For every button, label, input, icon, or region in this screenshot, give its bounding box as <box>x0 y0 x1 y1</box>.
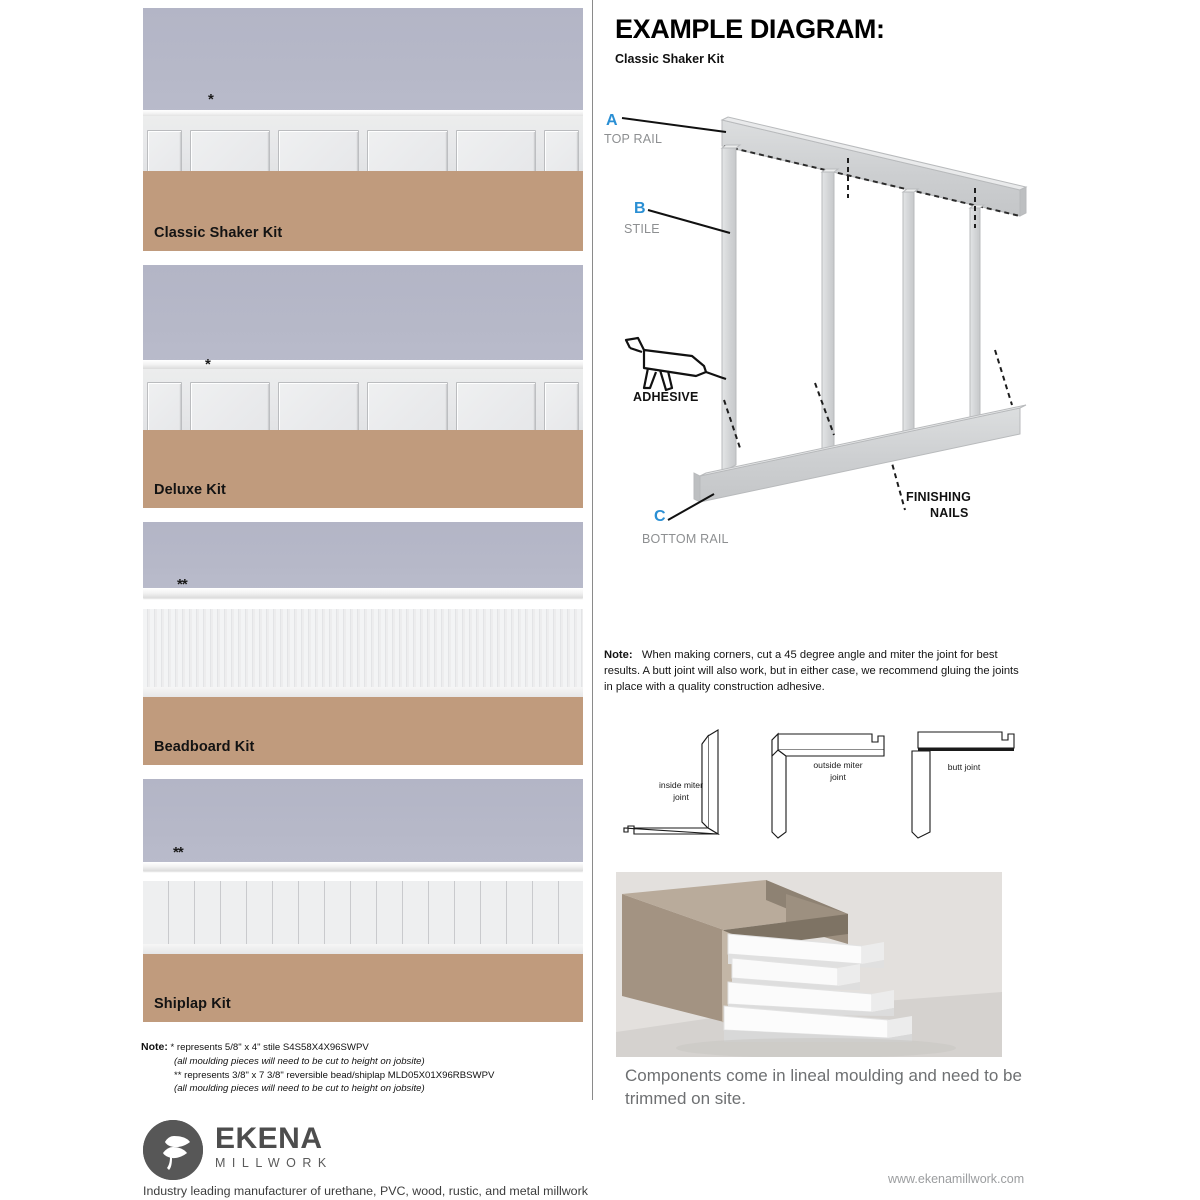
bottom-rail-shape <box>694 405 1026 502</box>
shiplap-texture <box>143 881 583 949</box>
marker-asterisk: ** <box>173 844 183 861</box>
ekena-logo-mark <box>143 1120 203 1180</box>
footnote-line-2: (all moulding pieces will need to be cut to height on jobsite) <box>174 1055 425 1067</box>
product-photo <box>616 872 1002 1057</box>
callout-label-bottom-rail: BOTTOM RAIL <box>642 532 729 546</box>
joint-caption-line1: inside miter <box>659 780 703 790</box>
marker-asterisk: ** <box>177 576 187 593</box>
page-title: EXAMPLE DIAGRAM: <box>615 14 885 44</box>
joint-caption-inside-miter <box>636 780 726 803</box>
brand-tagline: Industry leading manufacturer of urethane, PVC, wood, rustic, and metal millwork <box>143 1184 588 1198</box>
corner-note-heading: Note: <box>604 649 633 661</box>
wall-upper <box>143 265 583 365</box>
exploded-assembly-diagram <box>600 100 1040 570</box>
footnote-line-3: ** represents 3/8" x 7 3/8" reversible bead/shiplap MLD05X01X96RBSWPV <box>174 1069 495 1081</box>
caulk-gun-icon <box>626 338 726 390</box>
corner-note-body: When making corners, cut a 45 degree angle and miter the joint for best results. A butt joint will also work, but in either case, we recommend gluing the joints in place with a quality construction adhesive. <box>604 649 1019 693</box>
outside-miter-joint-shape <box>772 734 884 838</box>
joint-caption-line1: outside miter <box>813 760 863 770</box>
joint-caption-line1: butt joint <box>947 762 981 772</box>
diagram-svg <box>600 100 1040 570</box>
page-subtitle: Classic Shaker Kit <box>615 52 725 66</box>
brand-name: EKENA <box>215 1122 323 1155</box>
callout-letter-a: A <box>606 112 618 129</box>
kit-image-shiplap <box>143 779 583 1022</box>
joint-caption-line2: joint <box>830 771 846 782</box>
callout-label-top-rail: TOP RAIL <box>604 132 663 146</box>
adhesive-label: ADHESIVE <box>633 390 699 404</box>
right-panel <box>615 14 1035 66</box>
kit-label: Deluxe Kit <box>154 482 226 498</box>
kit-label: Shiplap Kit <box>154 996 231 1012</box>
marker-asterisk: * <box>208 91 213 108</box>
wall-upper <box>143 522 583 593</box>
beadboard-texture <box>143 609 583 692</box>
leader-lines <box>622 118 730 520</box>
top-rail-shape <box>722 117 1026 216</box>
kit-image-classic-shaker <box>143 8 583 251</box>
wall-upper <box>143 779 583 864</box>
callout-label-stile: STILE <box>624 222 660 236</box>
photo-caption: Components come in lineal moulding and need to be trimmed on site. <box>625 1066 1022 1108</box>
finishing-nails-label-line2: NAILS <box>930 506 969 520</box>
footnote-heading: Note: <box>141 1041 168 1053</box>
butt-joint-shape <box>912 732 1014 838</box>
finishing-nails-label-line1: FINISHING <box>906 490 971 504</box>
joint-caption-line2: joint <box>673 791 689 802</box>
chair-rail <box>143 588 583 598</box>
joint-caption-outside-miter <box>792 760 884 783</box>
footnote-line-4: (all moulding pieces will need to be cut to height on jobsite) <box>174 1083 425 1095</box>
kit-label: Beadboard Kit <box>154 739 255 755</box>
joint-caption-butt <box>922 762 1006 774</box>
brand-lockup <box>215 1124 333 1170</box>
photo-svg <box>616 872 1002 1057</box>
kit-image-beadboard <box>143 522 583 765</box>
kit-gallery <box>143 8 583 1036</box>
website-url: www.ekenamillwork.com <box>888 1172 1025 1186</box>
chair-rail <box>143 862 583 871</box>
corner-note <box>604 648 1022 696</box>
left-footnote <box>141 1040 591 1096</box>
footnote-line-1: * represents 5/8" x 4" stile S4S58X4X96SWPV <box>170 1042 369 1053</box>
marker-asterisk: * <box>205 356 210 373</box>
joint-diagrams <box>620 722 1020 842</box>
kit-label: Classic Shaker Kit <box>154 225 283 241</box>
callout-letter-c: C <box>654 508 666 525</box>
callout-letter-b: B <box>634 200 646 217</box>
leaf-icon <box>143 1120 203 1180</box>
kit-image-deluxe <box>143 265 583 508</box>
column-divider <box>592 0 593 1100</box>
brand-subtitle: MILLWORK <box>215 1156 333 1170</box>
